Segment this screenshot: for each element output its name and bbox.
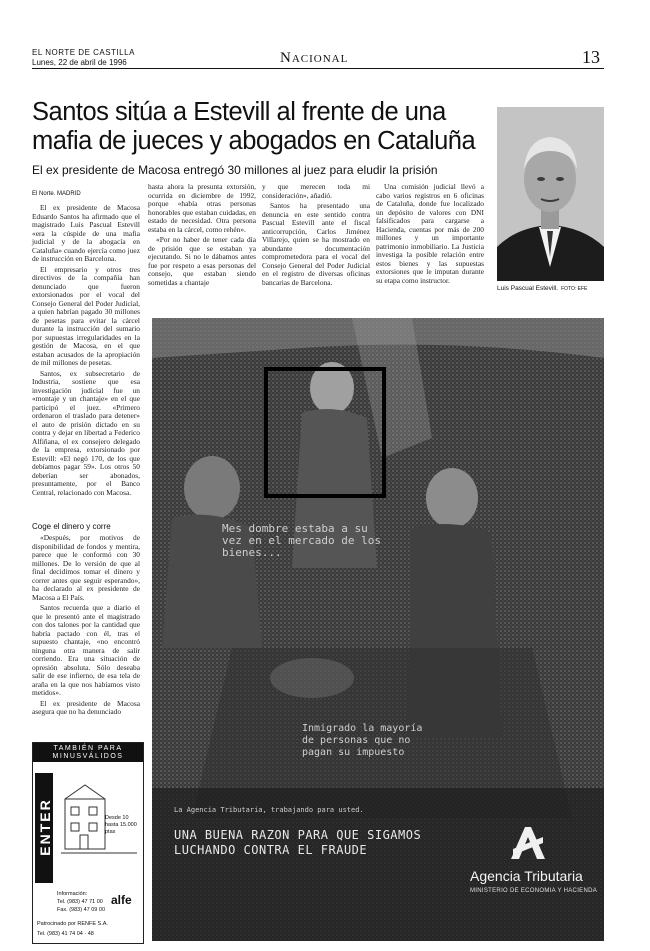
- ad-slogan-line2: LUCHANDO CONTRA EL FRAUDE: [174, 843, 368, 857]
- paragraph: El ex presidente de Macosa asegura que no ha denunciado: [32, 698, 140, 716]
- paragraph: «Por no haber de tener cada día de prisión que se estaban ya ejecutando. Si no le dábamos antes fue por respeto a esas personas del consejo, que estaban siendo sometidas a chantaje: [148, 235, 256, 287]
- section-title: Nacional: [280, 50, 349, 66]
- paragraph: Una comisión judicial llevó a cabo varios registros en 6 oficinas de Cataluña, donde fue localizado un depósito de valores con DNI falsificados para cargarse a Hacienda, cuentas por más de 200 millones y un importante patrimonio inmobiliario. La Justicia investiga la posible relación entre estos bienes y las supuestas extorsiones que le imputan durante su etapa como instructor.: [376, 182, 484, 285]
- ad-brand-logo: alfe: [111, 893, 132, 907]
- paragraph: Santos, ex subsecretario de Industria, sostiene que esa investigación judicial fue un «montaje y un chantaje» en el que participó el juez. «Primero ordenaron el traslado para detener» el auto de prisión dictado en su contra y dejar en libertad a Federico Alfiñana, el ex consejero delegado de la empresa, extorsionado por Estevill: «El negó 170, de los que debíamos pagar 59». Los otros 50 deberían ser abonados, presuntamente, por el Banco Central, relacionado con Macosa.: [32, 368, 140, 497]
- ad-side-text: Desde 10 hasta 15.000 ptas: [105, 815, 137, 835]
- paragraph: Santos ha presentado una denuncia en este sentido contra Pascual Estevill ante el fiscal anticorrupción, Carlos Jiménez Villarejo, quien se ha mostrado en abundante documentación comprometedora para el vocal del Consejo General del Poder Judicial en el registro de diversas oficinas bancarias de Barcelona.: [262, 201, 370, 287]
- ad-phone-2: Fax. (983) 47 09 00: [57, 907, 106, 913]
- paragraph: «Después, por motivos de disponibilidad de fondos y mentira, parece que le conformó con 30 millones. De lo versión de que al final decidimos tomar el dinero y correr antes que seguir esperando», ha declarado al ex presidente de Macosa a El País.: [32, 533, 140, 602]
- ad-top-line2: MINUSVÁLIDOS: [33, 753, 143, 762]
- article-column-1b: [32, 534, 140, 719]
- tax-agency-logo-icon: [507, 823, 549, 863]
- portrait-figure-icon: [497, 107, 604, 281]
- issue-date: Lunes, 22 de abril de 1996: [32, 58, 127, 67]
- ad-info-label: Información:: [57, 891, 88, 897]
- paragraph: Santos recuerda que a diario el que le presentó ante el magistrado con dos talones por la cantidad que habría pactado con él, tras el supuesto chantaje, «no encontró ninguna otra manera de salir corriendo. Era una situación de opresión absoluta. Sólo deseaba salir de ese infierno, de esa tela de araña en la que nos habíamos visto metidos».: [32, 603, 140, 697]
- ad-overlay-text-top: Mes dombre estaba a su vez en el mercado de los bienes...: [222, 522, 381, 559]
- article-column-4: [376, 183, 484, 287]
- ad-vertical-text: ENTER: [37, 798, 53, 856]
- article-column-1: [32, 204, 140, 499]
- ad-sponsor: Patrocinado por RENFE S.A.: [37, 921, 108, 927]
- tax-agency-advertisement: [152, 318, 604, 941]
- caption-credit: FOTO: EFE: [561, 286, 588, 292]
- ad-phone-1: Tel. (983) 47 71 00: [57, 899, 103, 905]
- article-column-3: [262, 183, 370, 289]
- portrait-caption: [497, 285, 607, 292]
- article-subheadline: El ex presidente de Macosa entregó 30 millones al juez para eludir la prisión: [32, 163, 438, 177]
- paragraph: hasta ahora la presunta extorsión, ocurrida en diciembre de 1992, porque «había otras personas honorables que estaban cuidadas, en estado de necesidad. Otra persona estaba en la cárcel, como rehén».: [148, 182, 256, 234]
- paragraph: El empresario y otros tres directivos de la compañía han denunciado que fueron extorsionados por el vocal del Consejo General del Poder Judicial, a quien habrían pagado 30 millones de pesetas para evitar la cárcel durante la instrucción del sumario por supuestas irregularidades en la gestión de Macosa, en el que estaban acusados de la apropiación de mil millones de pesetas.: [32, 264, 140, 367]
- paragraph: El ex presidente de Macosa Eduardo Santos ha afirmado que el magistrado Luis Pascual Estevill «era la cúspide de una mafia judicial y de la abogacía en Cataluña» cuando ejercía como juez de instrucción en Barcelona.: [32, 203, 140, 263]
- ad-ministry: MINISTERIO DE ECONOMIA Y HACIENDA: [470, 888, 598, 894]
- ad-slogan-small: La Agencia Tributaria, trabajando para usted.: [174, 806, 364, 814]
- ad-overlay-text-mid: Inmigrado la mayoría de personas que no pagan su impuesto: [302, 723, 423, 758]
- caption-text: Luis Pascual Estevill.: [497, 285, 559, 292]
- page-number: 13: [582, 47, 600, 67]
- ad-top-line1: TAMBIÉN PARA: [33, 743, 143, 753]
- ad-footer: Tel. (983) 41 74 04 · 48: [37, 931, 94, 937]
- paragraph: y que merecen toda mi consideración», añadió.: [262, 182, 370, 200]
- section-subhead: Coge el dinero y corre: [32, 522, 111, 531]
- newspaper-name: EL NORTE DE CASTILLA: [32, 48, 135, 57]
- ad-brand: Agencia Tributaria: [470, 868, 583, 884]
- byline: El Norte. MADRID: [32, 191, 81, 197]
- small-advertisement: [32, 742, 144, 944]
- header-rule: [32, 68, 604, 69]
- portrait-photo: [497, 107, 604, 281]
- article-column-2: [148, 183, 256, 289]
- article-headline: Santos sitúa a Estevill al frente de una mafia de jueces y abogados en Cataluña: [32, 98, 476, 155]
- ad-slogan-line1: UNA BUENA RAZON PARA QUE SIGAMOS: [174, 828, 422, 842]
